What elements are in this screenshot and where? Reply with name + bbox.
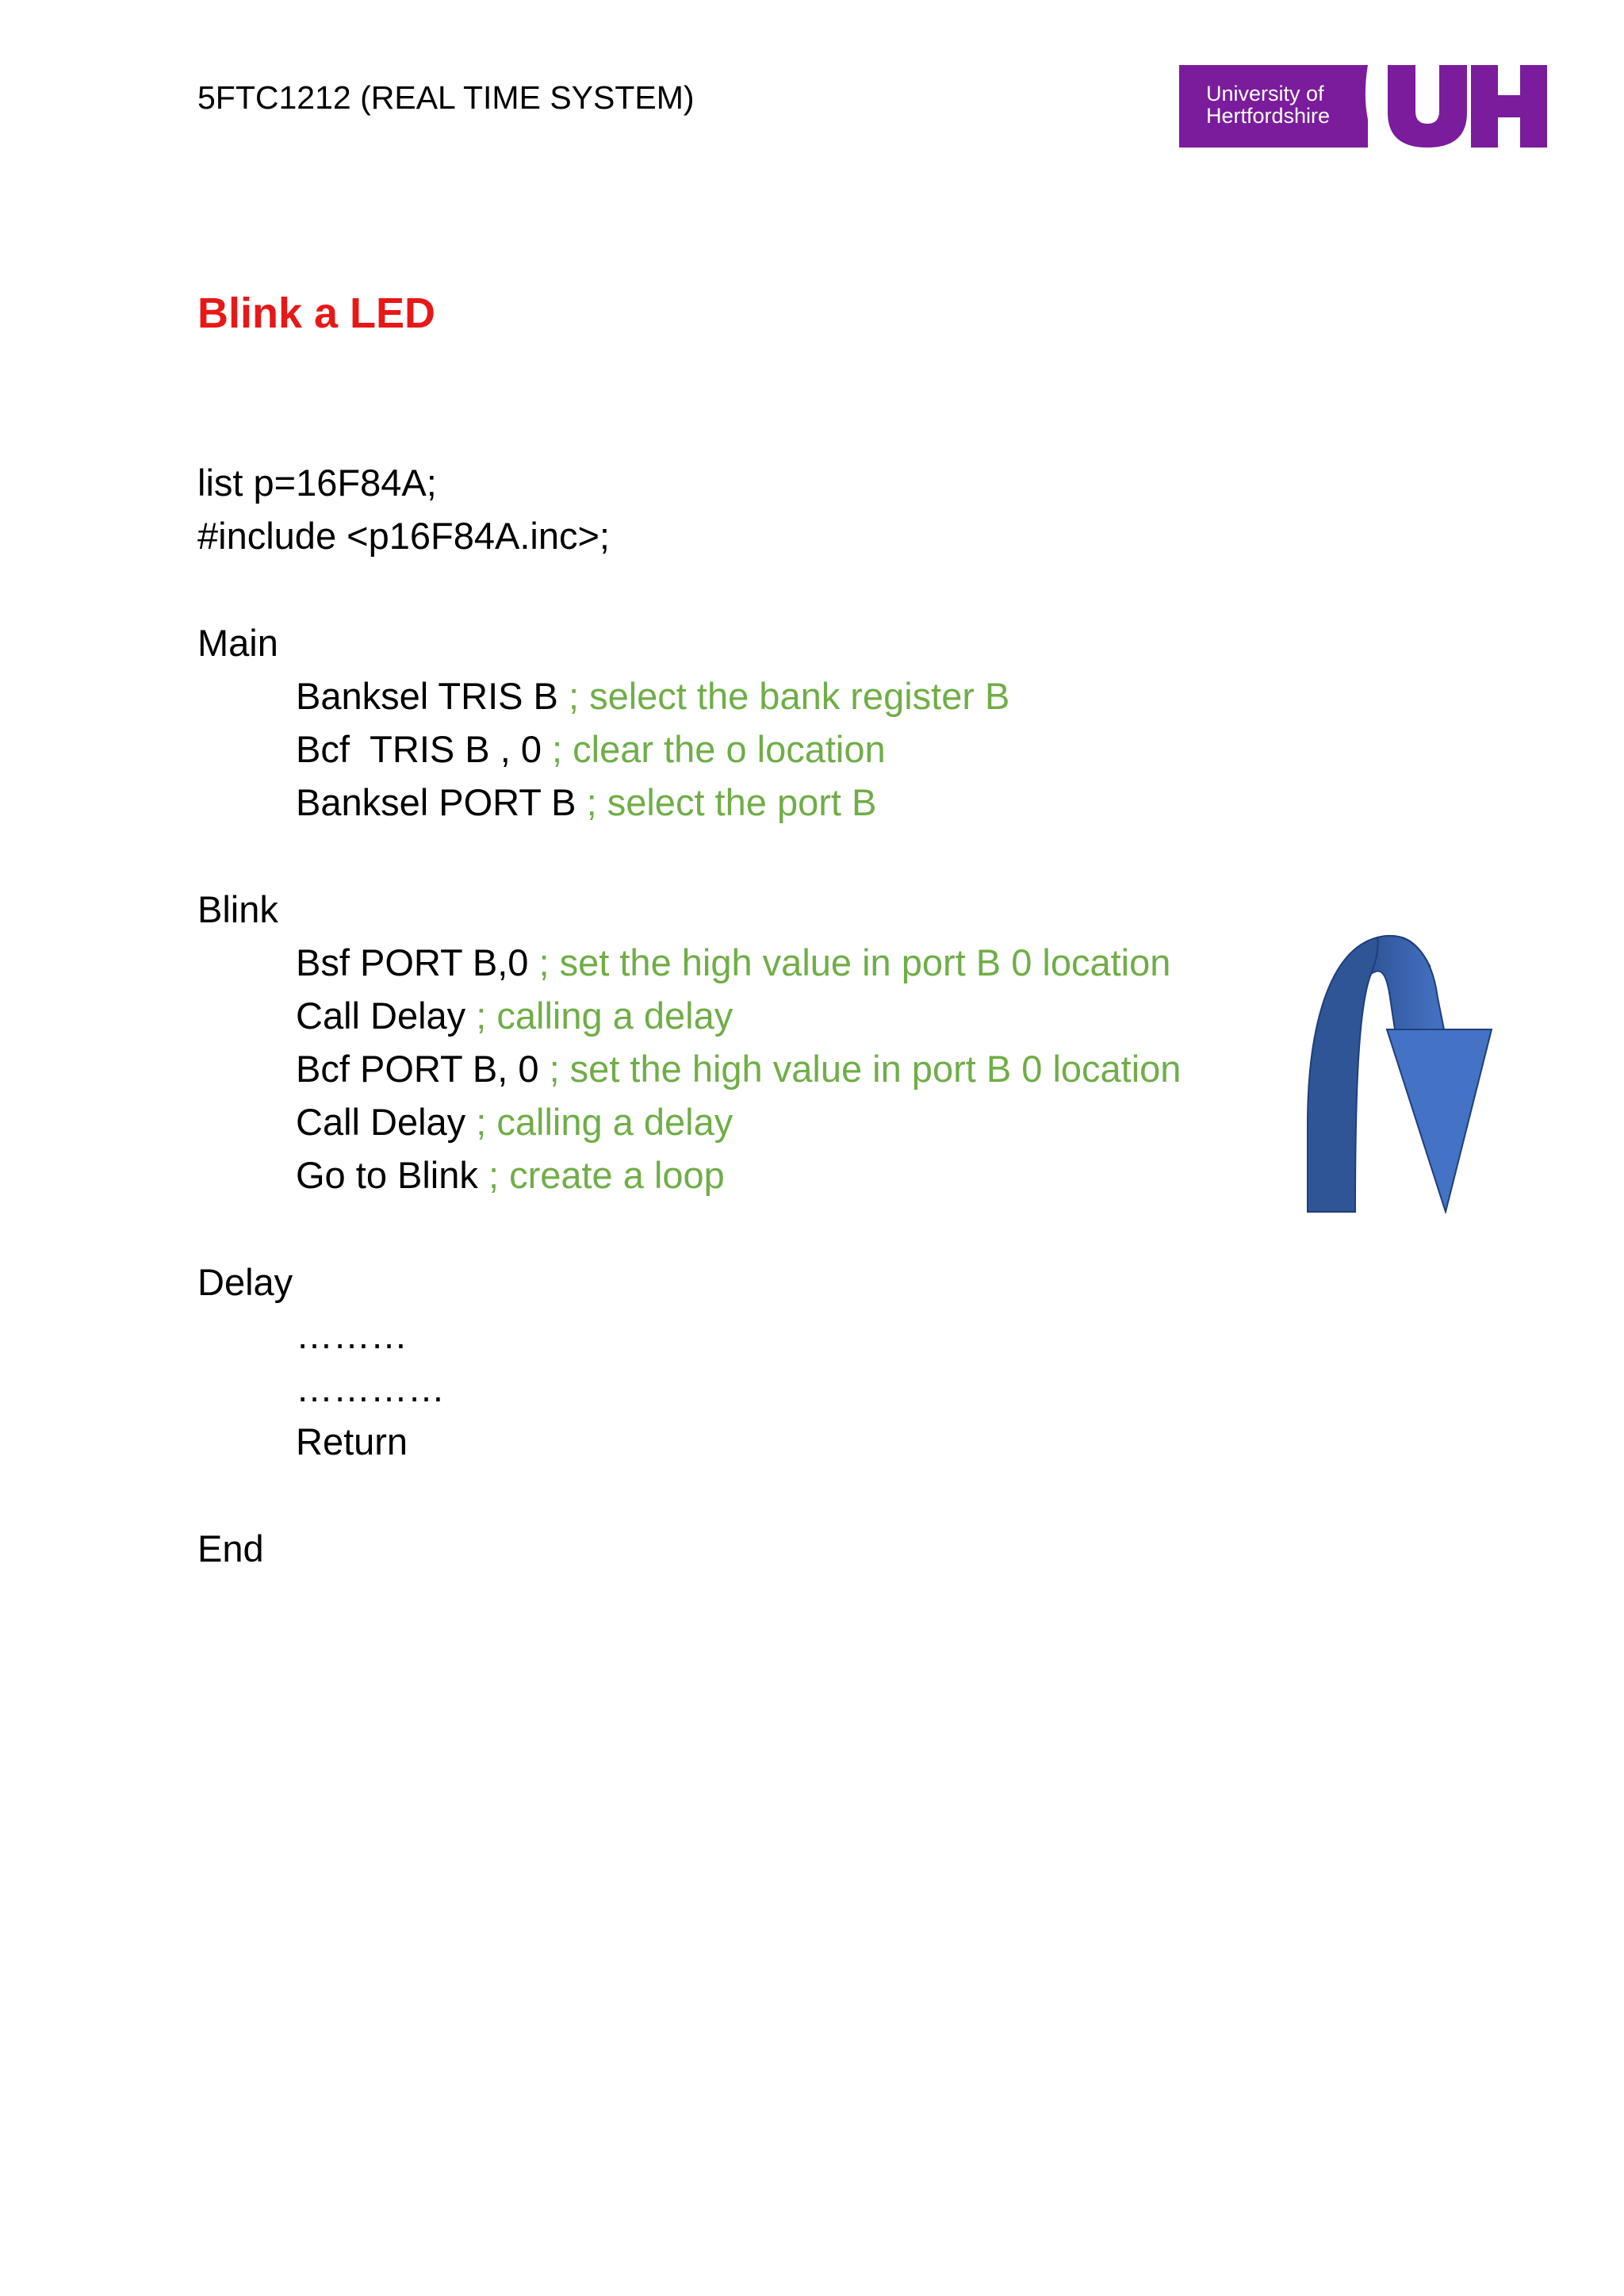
- blink-label: Blink: [197, 887, 278, 930]
- comment: ; set the high value in port B 0 location: [538, 941, 1171, 983]
- loop-back-arrow-icon: [1304, 934, 1495, 1213]
- instruction: Bcf TRIS B , 0: [296, 727, 542, 770]
- code-line: [197, 1042, 1434, 1095]
- instruction: Bsf PORT B,0: [296, 941, 529, 983]
- instruction: Bcf PORT B, 0: [296, 1048, 539, 1091]
- code-line: [197, 1095, 1434, 1148]
- return-line: Return: [296, 1420, 408, 1463]
- comment: ; clear the o location: [552, 727, 886, 770]
- include-directive: #include <p16F84A.inc>;: [197, 515, 610, 558]
- ellipsis-line: …………: [296, 1367, 445, 1410]
- code-line: [197, 669, 1434, 723]
- end-label: End: [197, 1527, 264, 1570]
- code-listing: [197, 456, 1434, 1575]
- comment: ; calling a delay: [476, 1101, 733, 1144]
- logo-line-1: University of: [1206, 82, 1324, 105]
- university-logo: [1179, 65, 1547, 148]
- code-line: [197, 776, 1434, 829]
- instruction: Call Delay: [296, 1101, 466, 1144]
- main-label: Main: [197, 621, 278, 664]
- course-header: 5FTC1212 (REAL TIME SYSTEM): [197, 79, 695, 116]
- page-title: Blink a LED: [197, 289, 436, 337]
- ellipsis-line: ………: [296, 1314, 408, 1356]
- instruction: Banksel TRIS B: [296, 674, 558, 717]
- comment: ; calling a delay: [476, 994, 733, 1037]
- code-line: [197, 989, 1434, 1042]
- delay-label: Delay: [197, 1260, 293, 1303]
- comment: ; create a loop: [488, 1154, 725, 1197]
- code-line: [197, 1148, 1434, 1202]
- comment: ; set the high value in port B 0 location: [549, 1048, 1182, 1091]
- list-directive: list p=16F84A;: [197, 462, 437, 504]
- comment: ; select the bank register B: [568, 674, 1010, 717]
- code-line: [197, 936, 1434, 989]
- comment: ; select the port B: [586, 781, 877, 824]
- code-line: [197, 723, 1434, 776]
- instruction: Go to Blink: [296, 1154, 478, 1197]
- instruction: Banksel PORT B: [296, 781, 576, 824]
- instruction: Call Delay: [296, 994, 466, 1037]
- logo-line-2: Hertfordshire: [1206, 104, 1331, 128]
